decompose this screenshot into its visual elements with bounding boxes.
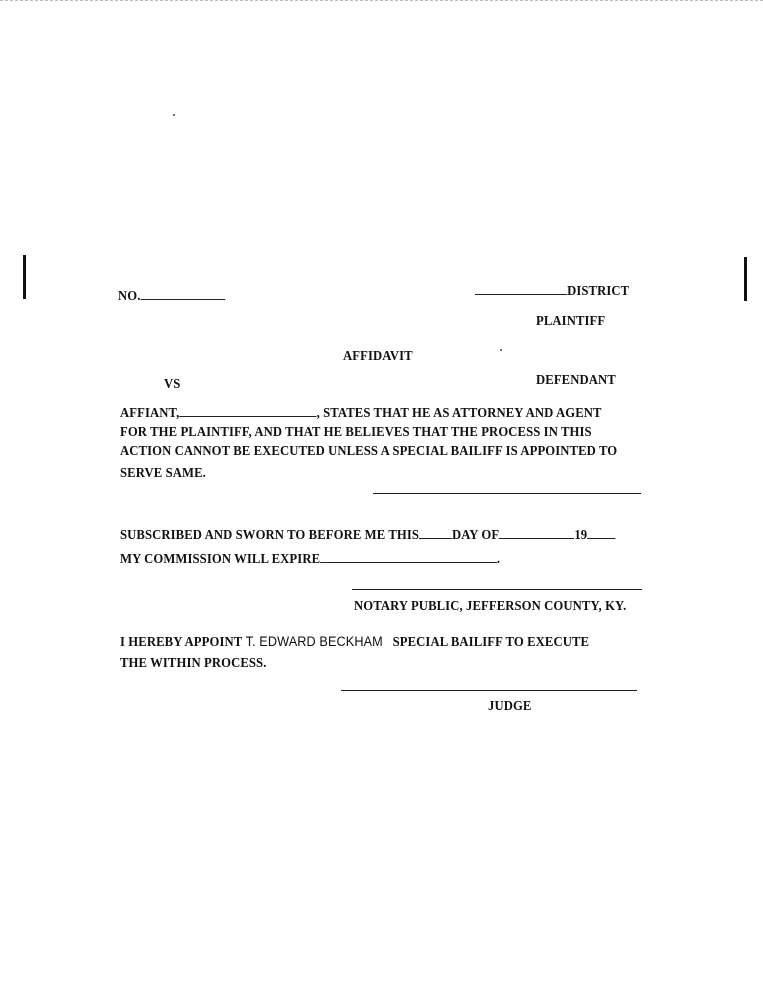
subscribed-line <box>120 527 615 543</box>
commission-end: . <box>496 551 501 566</box>
year-prefix: 19 <box>574 527 588 542</box>
affiant-line-2: FOR THE PLAINTIFF, AND THAT HE BELIEVES THAT THE PROCESS IN THIS <box>120 424 592 439</box>
case-number-blank[interactable] <box>141 289 226 300</box>
scan-speck <box>173 114 175 116</box>
appointee-name: T. EDWARD BECKHAM <box>245 634 383 649</box>
affiant-signature-line[interactable] <box>373 493 641 494</box>
case-number-label: NO. <box>118 288 141 303</box>
judge-label: JUDGE <box>488 698 532 713</box>
appoint-line-2: THE WITHIN PROCESS. <box>120 655 267 670</box>
affiant-line-1-text: , STATES THAT HE AS ATTORNEY AND AGENT <box>316 405 602 420</box>
case-number-field <box>118 288 225 304</box>
commission-text: MY COMMISSION WILL EXPIRE <box>120 551 321 566</box>
appoint-line-1 <box>120 634 589 650</box>
year-blank[interactable] <box>587 528 615 539</box>
versus-label: VS <box>164 376 181 391</box>
appoint-prefix: I HEREBY APPOINT <box>120 634 243 649</box>
district-label: DISTRICT <box>567 283 630 298</box>
defendant-label: DEFENDANT <box>536 372 616 387</box>
plaintiff-label: PLAINTIFF <box>536 313 606 328</box>
affiant-name-blank[interactable] <box>179 406 316 417</box>
affiant-prefix: AFFIANT, <box>120 405 180 420</box>
scan-edge-dashes <box>0 0 763 1</box>
appoint-suffix: SPECIAL BAILIFF TO EXECUTE <box>392 634 590 649</box>
district-field <box>475 283 629 299</box>
subscribed-text: SUBSCRIBED AND SWORN TO BEFORE ME THIS <box>120 527 420 542</box>
notary-label: NOTARY PUBLIC, JEFFERSON COUNTY, KY. <box>354 598 627 613</box>
district-blank[interactable] <box>475 284 567 295</box>
day-blank[interactable] <box>419 528 452 539</box>
scan-margin-mark-left <box>23 255 26 299</box>
commission-date-blank[interactable] <box>320 552 497 563</box>
notary-signature-line[interactable] <box>352 589 642 590</box>
scan-speck <box>500 349 502 351</box>
affiant-line-4: SERVE SAME. <box>120 465 206 480</box>
day-of-text: DAY OF <box>451 527 500 542</box>
affiant-line-3: ACTION CANNOT BE EXECUTED UNLESS A SPECIAL BAILIFF IS APPOINTED TO <box>120 443 618 458</box>
commission-line <box>120 551 500 567</box>
affiant-line-1 <box>120 405 602 421</box>
document-title: AFFIDAVIT <box>343 348 413 363</box>
scan-margin-mark-right <box>744 257 747 301</box>
month-blank[interactable] <box>499 528 574 539</box>
judge-signature-line[interactable] <box>341 690 637 691</box>
